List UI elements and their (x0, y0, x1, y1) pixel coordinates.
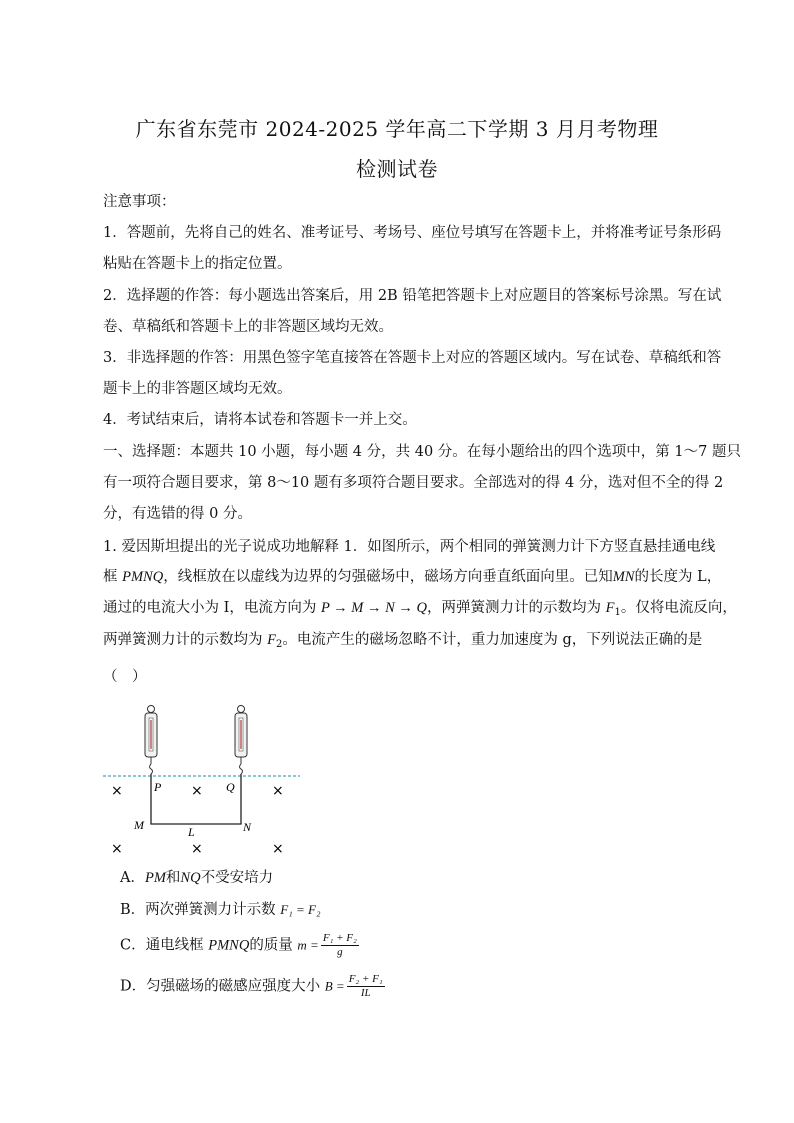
q1-line1: 1. 爱因斯坦提出的光子说成功地解释 1．如图所示，两个相同的弹簧测力计下方竖直悬挂通电线 (103, 539, 716, 555)
option-a-prefix: A． (120, 870, 145, 886)
section1-line3: 分，有选错的得 0 分。 (103, 506, 252, 522)
section1-line2: 有一项符合题目要求，第 8～10 题有多项符合题目要求。全部选对的得 4 分，选对但不全的得 2 (103, 475, 724, 491)
option-a (120, 868, 720, 888)
q1-line3 (103, 598, 737, 623)
label-p: P (154, 780, 162, 794)
option-d-fraction (347, 973, 385, 1000)
q1-line4-a: 两弹簧测力计的示数均为 (103, 632, 268, 648)
q1-frame-label: PMNQ (122, 569, 164, 585)
q1-answer-bracket: （ ） (103, 669, 147, 685)
notice-item2-line1: 2．选择题的作答：每小题选出答案后，用 2B 铅笔把答题卡上对应题目的答案标号涂黑。写在试 (103, 288, 722, 304)
label-l: L (188, 825, 195, 839)
option-c-numerator: F₁ + F₂ (322, 932, 357, 944)
notice-item1-line2: 粘贴在答题卡上的指定位置。 (103, 256, 292, 272)
notice-item1-line1: 1．答题前，先将自己的姓名、准考证号、考场号、座位号填写在答题卡上，并将准考证号条形码 (103, 225, 722, 241)
exam-title-line2: 检测试卷 (356, 157, 438, 181)
q1-line2-b: ，线框放在以虚线为边界的匀强磁场中，磁场方向垂直纸面向里。已知 (163, 569, 613, 585)
option-c-text: 的质量 (249, 937, 298, 954)
q1-line4-b: 。电流产生的磁场忽略不计，重力加速度为 g，下列说法正确的是 (282, 632, 703, 648)
q1-line2-a: 框 (103, 569, 123, 585)
exam-title-line1: 广东省东莞市 2024-2025 学年高二下学期 3 月月考物理 (135, 117, 659, 141)
option-b-formula: F₁ = F₂ (280, 902, 321, 917)
option-c (120, 932, 720, 959)
q1-line3-b: ，两弹簧测力计的示数均为 (427, 600, 606, 616)
option-c-fraction (321, 932, 359, 959)
q1-line2-c: 的长度为 L， (634, 569, 722, 585)
q1-f2-sub: 2 (275, 639, 283, 650)
field-cross-icon: × (111, 841, 123, 857)
option-d-numerator: F₂ + F₁ (348, 973, 383, 985)
section1-line1: 一、选择题：本题共 10 小题，每小题 4 分，共 40 分。在每小题给出的四个选项中，第 1～7 题只 (103, 444, 741, 460)
q1-f2: F (267, 632, 276, 648)
notice-heading: 注意事项： (103, 194, 176, 210)
option-b-prefix: B．两次弹簧测力计示数 (120, 902, 281, 918)
field-cross-icon: × (191, 783, 203, 799)
option-c-prefix: C．通电线框 (120, 937, 209, 954)
option-b (120, 900, 720, 920)
notice-item3-line1: 3．非选择题的作答：用黑色签字笔直接答在答题卡上对应的答题区域内。写在试卷、草稿纸和答 (103, 350, 722, 366)
option-d-prefix: D．匀强磁场的磁感应强度大小 (120, 978, 325, 995)
q1-line2 (103, 567, 722, 587)
q1-line4 (103, 630, 703, 655)
field-cross-icon: × (272, 783, 284, 799)
left-spring-scale (145, 706, 157, 775)
q1-f1: F (605, 600, 615, 616)
option-c-lhs: m = (297, 937, 319, 953)
option-a-nq: NQ (180, 870, 201, 886)
label-q: Q (226, 780, 235, 794)
notice-item4: 4．考试结束后，请将本试卷和答题卡一并上交。 (103, 412, 417, 428)
notice-item3-line2: 题卡上的非答题区域均无效。 (103, 381, 292, 397)
q1-f1-sub: 1 (614, 607, 621, 618)
label-m: M (134, 818, 144, 832)
q1-mn-label: MN (612, 569, 635, 585)
field-cross-icon: × (191, 841, 203, 857)
q1-line3-a: 通过的电流大小为 I，电流方向为 (103, 600, 321, 616)
q1-line3-c: 。仅将电流反向， (620, 600, 737, 616)
q1-figure (100, 700, 305, 860)
option-d-denominator: IL (360, 987, 371, 999)
notice-item2-line2: 卷、草稿纸和答题卡上的非答题区域均无效。 (103, 319, 393, 335)
option-a-text: 不受安培力 (200, 870, 274, 886)
option-c-denominator: g (337, 946, 343, 958)
field-cross-icon: × (272, 841, 284, 857)
label-n: N (243, 820, 252, 834)
option-a-and: 和 (165, 870, 181, 886)
right-spring-scale (235, 706, 247, 775)
q1-direction: P → M → N → Q (320, 600, 428, 616)
field-cross-icon: × (111, 783, 123, 799)
option-d-lhs: B = (324, 978, 345, 994)
option-c-frame: PMNQ (208, 937, 250, 954)
option-d (120, 973, 720, 1000)
option-a-pm: PM (144, 870, 166, 886)
